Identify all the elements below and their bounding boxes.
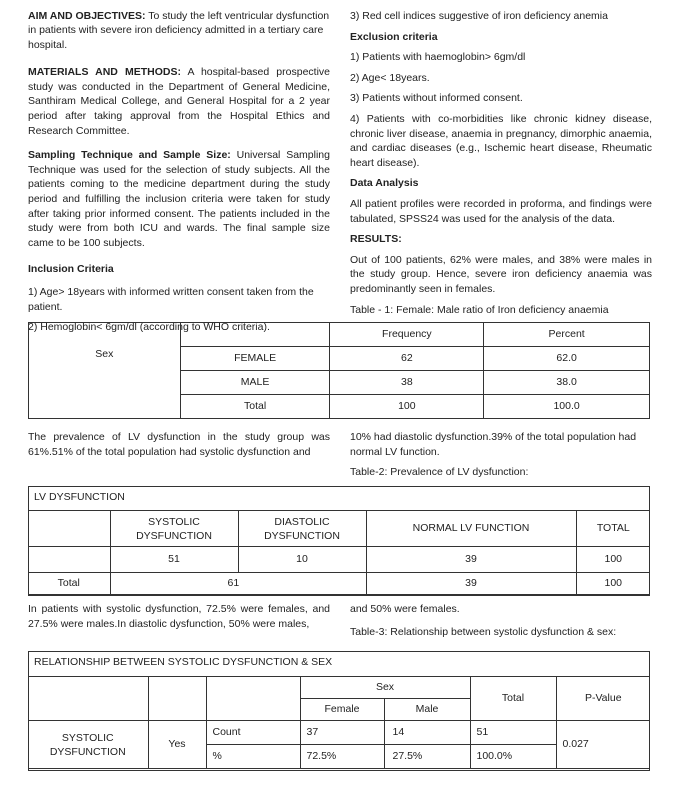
- results-heading: RESULTS:: [350, 233, 402, 246]
- table2-header-diastolic: DIASTOLIC DYSFUNCTION: [238, 511, 366, 547]
- exclusion-item: 4) Patients with co-morbidities like chronic kidney disease, chronic liver disease, anaemia in pregnancy, dimorphic anaemia, and cardiac diseases (e.g., Ischemic heart disease, Rheumatic heart disease).: [350, 112, 652, 169]
- exclusion-item: 1) Patients with haemoglobin> 6gm/dl: [350, 51, 526, 64]
- table1-category: MALE: [180, 371, 330, 395]
- aim-heading: AIM AND OBJECTIVES:: [28, 10, 146, 22]
- methods-text: A hospital-based prospective study was conducted in the Department of General Medicine, Santhiram Medical College, and General Hospital for a 2 year period after taking approval from the Hospital Ethics and Research Committee.: [28, 66, 330, 137]
- methods-heading: MATERIALS AND METHODS:: [28, 66, 181, 79]
- table1-caption: Table - 1: Female: Male ratio of Iron deficiency anaemia: [350, 303, 609, 316]
- table2-diastolic-value: 10: [238, 547, 366, 573]
- table3-count-male: 14: [384, 721, 470, 745]
- table3-count-female: 37: [300, 721, 384, 745]
- table2-normal-value: 39: [366, 547, 576, 573]
- table3-pvalue-header: P-Value: [556, 677, 650, 721]
- sampling-paragraph: [28, 148, 330, 250]
- table2: [28, 510, 650, 595]
- table3-count-label: Count: [206, 721, 300, 745]
- table2-total-label: Total: [28, 573, 110, 595]
- table2-caption: Table-2: Prevalence of LV dysfunction:: [350, 466, 529, 478]
- lv-prevalence-text: The prevalence of LV dysfunction in the study group was 61%.51% of the total population had systolic dysfunction and: [28, 431, 330, 458]
- inclusion-item: 2) Hemoglobin< 6gm/dl (according to WHO criteria).: [28, 321, 270, 334]
- analysis-heading: Data Analysis: [350, 177, 419, 190]
- table1-row-label: Sex: [29, 347, 181, 419]
- table1-header-percent: Percent: [484, 323, 650, 347]
- table3-pct-male: 27.5%: [384, 745, 470, 769]
- table3-pvalue: 0.027: [556, 721, 650, 769]
- table1-frequency: 38: [330, 371, 484, 395]
- aim-paragraph: [28, 9, 330, 52]
- table3: [28, 676, 650, 769]
- sampling-heading: Sampling Technique and Sample Size:: [28, 149, 231, 162]
- sampling-text: Universal Sampling Technique was used for the selection of study subjects. All the patients coming to the medicine department during the study period and fulfilling the inclusion criteria were taken for study after taking prior informed consent. The patients included in the study were from both ICU and wards. The final sample size came to be 100 subjects.: [28, 149, 330, 249]
- table1-frequency: 62: [330, 347, 484, 371]
- table3-total-header: Total: [470, 677, 556, 721]
- table1-header-frequency: Frequency: [330, 323, 484, 347]
- inclusion-heading: Inclusion Criteria: [28, 263, 114, 276]
- table3-male-header: Male: [384, 699, 470, 721]
- analysis-text: All patient profiles were recorded in proforma, and findings were tabulated, SPSS24 was used for the analysis of the data.: [350, 197, 652, 225]
- table3-caption: Table-3: Relationship between systolic dysfunction & sex:: [350, 626, 617, 638]
- table2-title: LV DYSFUNCTION: [34, 491, 125, 503]
- table2-normal-total: 39: [366, 573, 576, 595]
- table2-total-value: 100: [576, 547, 650, 573]
- methods-paragraph: [28, 65, 330, 138]
- systolic-sex-text: In patients with systolic dysfunction, 72.5% were females, and 27.5% were males.In diastolic dysfunction, 50% were males,: [28, 603, 330, 630]
- table1-percent: 100.0: [484, 395, 650, 419]
- table2-lv-total: 61: [110, 573, 366, 595]
- right-column-top: [350, 9, 652, 317]
- table3-sex-header: Sex: [300, 677, 470, 699]
- table1-category: Total: [180, 395, 330, 419]
- table1-percent: 62.0: [484, 347, 650, 371]
- inclusion-item: 1) Age> 18years with informed written consent taken from the patient.: [28, 285, 314, 313]
- table3-pct-label: %: [206, 745, 300, 769]
- table3-yes-label: Yes: [148, 721, 206, 769]
- inclusion-item: 3) Red cell indices suggestive of iron deficiency anemia: [350, 10, 608, 22]
- exclusion-item: 2) Age< 18years.: [350, 71, 430, 84]
- table2-grand-total: 100: [576, 573, 650, 595]
- lv-normal-text: 10% had diastolic dysfunction.39% of the total population had normal LV function.: [350, 431, 637, 458]
- exclusion-heading: Exclusion criteria: [350, 30, 438, 43]
- table2-systolic-value: 51: [110, 547, 238, 573]
- aim-text: To study the left ventricular dysfunction in patients with severe iron deficiency admitted in a tertiary care hospital.: [28, 10, 330, 51]
- table3-count-total: 51: [470, 721, 556, 745]
- table3-row-label: SYSTOLIC DYSFUNCTION: [28, 721, 148, 769]
- table1-percent: 38.0: [484, 371, 650, 395]
- table2-header-systolic: SYSTOLIC DYSFUNCTION: [110, 511, 238, 547]
- table3-pct-female: 72.5%: [300, 745, 384, 769]
- left-column-top: [28, 9, 330, 335]
- table3-title: RELATIONSHIP BETWEEN SYSTOLIC DYSFUNCTION & SEX: [34, 656, 333, 668]
- table1-frequency: 100: [330, 395, 484, 419]
- table3-pct-total: 100.0%: [470, 745, 556, 769]
- exclusion-item: 3) Patients without informed consent.: [350, 92, 523, 105]
- table1-category: FEMALE: [180, 347, 330, 371]
- diastolic-sex-text: and 50% were females.: [350, 603, 460, 615]
- table2-header-normal: NORMAL LV FUNCTION: [366, 511, 576, 547]
- table2-header-total: TOTAL: [576, 511, 650, 547]
- table3-female-header: Female: [300, 699, 384, 721]
- table1: [28, 322, 650, 419]
- results-text: Out of 100 patients, 62% were males, and 38% were males in the study group. Hence, severe iron deficiency anaemia was predominantly seen in females.: [350, 253, 652, 295]
